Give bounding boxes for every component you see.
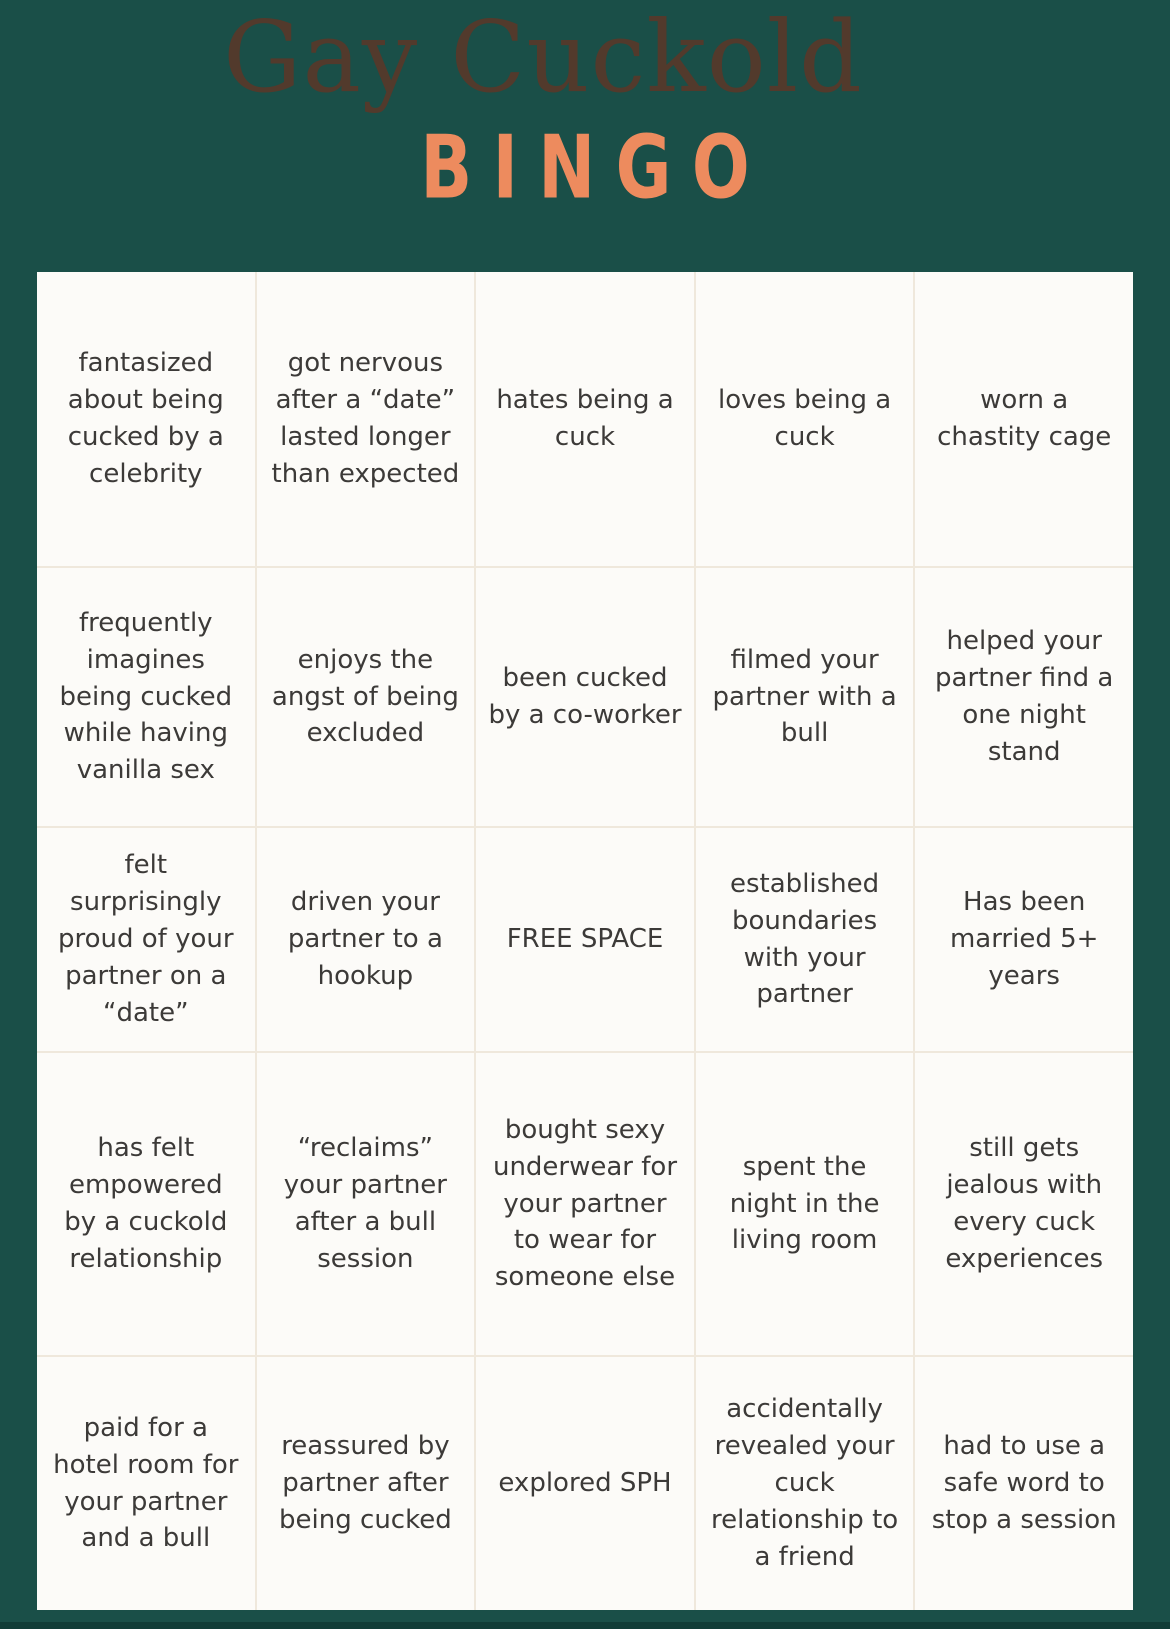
bingo-cell[interactable]: bought sexy underwear for your partner to wear for someone else — [476, 1053, 694, 1355]
bingo-cell[interactable]: been cucked by a co-worker — [476, 568, 694, 826]
bingo-cell[interactable]: hates being a cuck — [476, 272, 694, 566]
card-title: Gay Cuckold — [223, 1, 863, 115]
bingo-cell[interactable]: spent the night in the living room — [696, 1053, 914, 1355]
bingo-cell[interactable]: loves being a cuck — [696, 272, 914, 566]
bingo-cell-free-space[interactable]: FREE SPACE — [476, 828, 694, 1051]
card-header — [0, 0, 1170, 272]
bingo-cell[interactable]: established boundaries with your partner — [696, 828, 914, 1051]
bingo-cell[interactable]: explored SPH — [476, 1357, 694, 1610]
bingo-cell[interactable]: reassured by partner after being cucked — [257, 1357, 475, 1610]
bingo-cell[interactable]: enjoys the angst of being excluded — [257, 568, 475, 826]
bingo-cell[interactable]: “reclaims” your partner after a bull session — [257, 1053, 475, 1355]
bingo-cell[interactable]: still gets jealous with every cuck experiences — [915, 1053, 1133, 1355]
bingo-cell[interactable]: got nervous after a “date” lasted longer than expected — [257, 272, 475, 566]
bingo-cell[interactable]: felt surprisingly proud of your partner on a “date” — [37, 828, 255, 1051]
bingo-cell[interactable]: fantasized about being cucked by a celebrity — [37, 272, 255, 566]
bingo-cell[interactable]: paid for a hotel room for your partner and a bull — [37, 1357, 255, 1610]
bingo-cell[interactable]: Has been married 5+ years — [915, 828, 1133, 1051]
bingo-cell[interactable]: helped your partner find a one night stand — [915, 568, 1133, 826]
bingo-cell[interactable]: frequently imagines being cucked while having vanilla sex — [37, 568, 255, 826]
card-subtitle: BINGO — [420, 118, 771, 220]
bingo-cell[interactable]: had to use a safe word to stop a session — [915, 1357, 1133, 1610]
bottom-edge-shadow — [0, 1622, 1170, 1629]
bingo-cell[interactable]: accidentally revealed your cuck relationship to a friend — [696, 1357, 914, 1610]
bingo-cell[interactable]: filmed your partner with a bull — [696, 568, 914, 826]
bingo-cell[interactable]: worn a chastity cage — [915, 272, 1133, 566]
bingo-board — [37, 272, 1133, 1610]
bingo-cell[interactable]: driven your partner to a hookup — [257, 828, 475, 1051]
bingo-cell[interactable]: has felt empowered by a cuckold relationship — [37, 1053, 255, 1355]
